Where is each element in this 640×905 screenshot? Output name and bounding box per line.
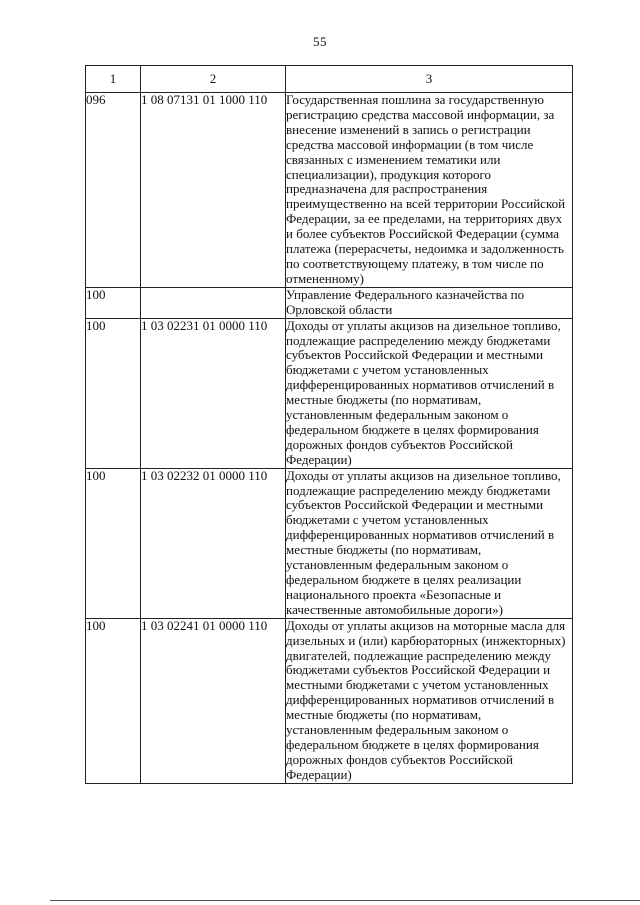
admin-code-cell: 100: [86, 468, 141, 618]
budget-code-cell: [141, 287, 286, 318]
table-row: [86, 468, 573, 618]
page-bottom-rule: [50, 900, 640, 901]
description-line: Федерации, за ее пределами, на территориях двух: [286, 211, 563, 227]
column-header-3: 3: [286, 66, 573, 93]
description-line: дифференцированных нормативов отчислений в: [286, 377, 555, 393]
description-line: федеральном бюджете в целях формирования: [286, 736, 539, 752]
description-cell: [286, 618, 573, 783]
description-line: федеральном бюджете в целях формирования: [286, 421, 539, 437]
table-row: [86, 287, 573, 318]
description-line: установленным федеральным законом о: [286, 722, 509, 738]
description-line: Доходы от уплаты акцизов на дизельное топливо,: [286, 467, 561, 483]
description-line: Доходы от уплаты акцизов на дизельное топливо,: [286, 317, 561, 333]
description-line: внесение изменений в запись о регистрации: [286, 121, 531, 137]
description-line: качественные автомобильные дороги»): [286, 601, 503, 617]
description-line: связанных с изменением тематики или: [286, 151, 501, 167]
table-row: [86, 93, 573, 288]
description-line: дорожных фондов субъектов Российской: [286, 436, 513, 452]
column-header-1: 1: [86, 66, 141, 93]
description-line: местные бюджеты (по нормативам,: [286, 392, 482, 408]
budget-code-cell: 1 08 07131 01 1000 110: [141, 93, 286, 288]
description-line: платежа (перерасчеты, недоимка и задолженность: [286, 241, 564, 257]
description-line: бюджетами с учетом установленных: [286, 362, 489, 378]
table-body: [86, 93, 573, 784]
description-line: установленным федеральным законом о: [286, 557, 509, 573]
description-line: национального проекта «Безопасные и: [286, 586, 502, 602]
description-line: Федерации): [286, 766, 352, 782]
description-line: дорожных фондов субъектов Российской: [286, 751, 513, 767]
description-cell: [286, 318, 573, 468]
description-cell: [286, 287, 573, 318]
description-line: Управление Федерального казначейства по: [286, 286, 525, 302]
admin-code-cell: 100: [86, 318, 141, 468]
description-line: Доходы от уплаты акцизов на моторные масла для: [286, 617, 566, 633]
page-number: 55: [313, 34, 327, 49]
description-cell: [286, 93, 573, 288]
admin-code-cell: 096: [86, 93, 141, 288]
budget-code-cell: 1 03 02231 01 0000 110: [141, 318, 286, 468]
column-header-2: 2: [141, 66, 286, 93]
description-line: установленным федеральным законом о: [286, 407, 509, 423]
description-line: специализации), продукция которого: [286, 166, 492, 182]
description-line: субъектов Российской Федерации и местными: [286, 497, 544, 513]
description-line: двигателей, подлежащие распределению между: [286, 647, 552, 663]
description-line: предназначена для распространения: [286, 181, 488, 197]
description-line: дизельных и (или) карбюраторных (инжекторных): [286, 632, 566, 648]
table-row: [86, 318, 573, 468]
budget-code-cell: 1 03 02232 01 0000 110: [141, 468, 286, 618]
description-line: и более субъектов Российской Федерации (сумма: [286, 226, 560, 242]
description-line: дифференцированных нормативов отчислений в: [286, 527, 555, 543]
description-line: дифференцированных нормативов отчислений в: [286, 692, 555, 708]
budget-classification-table: [85, 65, 573, 784]
description-line: местными бюджетами с учетом установленных: [286, 677, 549, 693]
description-line: преимущественно на всей территории Российской: [286, 196, 566, 212]
description-cell: [286, 468, 573, 618]
description-line: Орловской области: [286, 301, 393, 317]
description-line: по соответствующему платежу, в том числе по: [286, 255, 544, 271]
description-line: федеральном бюджете в целях реализации: [286, 572, 522, 587]
description-line: подлежащие распределению между бюджетами: [286, 332, 551, 348]
table-header-row: [86, 66, 573, 93]
description-line: субъектов Российской Федерации и местными: [286, 347, 544, 363]
description-line: Государственная пошлина за государственную: [286, 92, 545, 107]
description-line: бюджетами субъектов Российской Федерации и: [286, 662, 551, 678]
description-line: подлежащие распределению между бюджетами: [286, 482, 551, 498]
description-line: местные бюджеты (по нормативам,: [286, 707, 482, 723]
description-line: отмененному): [286, 270, 364, 286]
description-line: средства массовой информации (в том числе: [286, 136, 534, 152]
admin-code-cell: 100: [86, 618, 141, 783]
description-line: местные бюджеты (по нормативам,: [286, 542, 482, 558]
table-row: [86, 618, 573, 783]
description-line: бюджетами с учетом установленных: [286, 512, 489, 528]
admin-code-cell: 100: [86, 287, 141, 318]
budget-code-cell: 1 03 02241 01 0000 110: [141, 618, 286, 783]
description-line: регистрацию средства массовой информации, за: [286, 106, 555, 122]
description-line: Федерации): [286, 451, 352, 467]
